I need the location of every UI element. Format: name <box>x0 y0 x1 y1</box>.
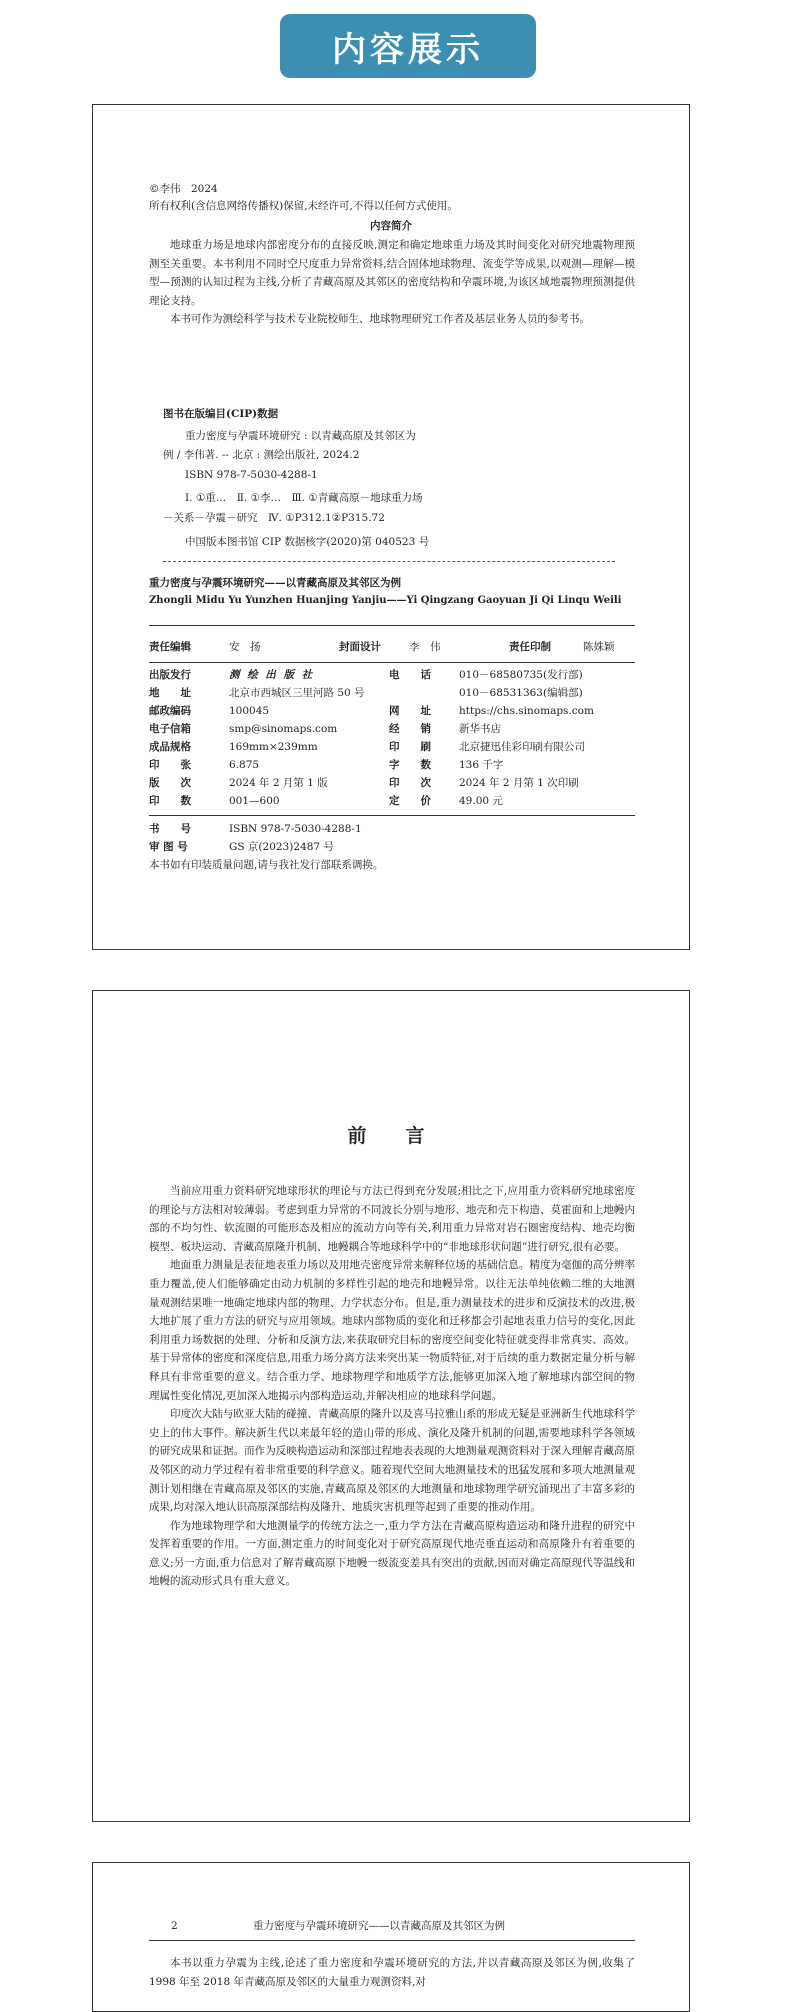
print-manager-value: 陈姝颖 <box>583 641 615 653</box>
publisher-logo-text: 测 绘 出 版 社 <box>229 669 315 681</box>
divider <box>149 1940 635 1941</box>
quality-notice: 本书如有印装质量问题,请与我社发行部联系调换。 <box>149 859 384 871</box>
divider <box>163 561 615 562</box>
page-number: 2 <box>171 1920 178 1932</box>
preface-paragraph: 作为地球物理学和大地测量学的传统方法之一,重力学方法在青藏高原构造运动和隆升进程的研究中发挥着重要的作用。一方面,测定重力的时间变化对于研究高原现代地壳垂直运动和高原隆升有着重要的意义;另一方面,重力信息对了解青藏高原下地幔一级流变差具有突出的贡献,因而对确定高原现代等温线和地幔的流动形式具有重大意义。 <box>149 1519 635 1588</box>
cip-isbn: ISBN 978-7-5030-4288-1 <box>185 469 318 481</box>
address-label: 地 址 <box>149 687 191 699</box>
postcode-value: 100045 <box>229 705 270 717</box>
cip-line: Ⅰ. ①重… Ⅱ. ①李… Ⅲ. ①青藏高原－地球重力场 <box>185 492 423 504</box>
isbn-label: 书 号 <box>149 823 191 835</box>
page-body <box>149 1954 635 1991</box>
size-label: 成品规格 <box>149 741 191 753</box>
copyright-page <box>92 104 690 950</box>
address-value: 北京市西城区三里河路 50 号 <box>229 687 365 699</box>
edition-value: 2024 年 2 月第 1 版 <box>229 777 328 789</box>
printer-label: 印 刷 <box>389 741 431 753</box>
printing-value: 2024 年 2 月第 1 次印刷 <box>459 777 579 789</box>
publisher-label: 出版发行 <box>149 669 191 681</box>
printer-value: 北京捷迅佳彩印刷有限公司 <box>459 741 585 753</box>
cover-design-label: 封面设计 <box>339 641 381 653</box>
intro-paragraph: 地球重力场是地球内部密度分布的直接反映,测定和确定地球重力场及其时间变化对研究地震物理预测至关重要。本书利用不同时空尺度重力异常资料,结合固体地球物理、流变学等成果,以观测—理解—模型—预测的认知过程为主线,分析了青藏高原及其邻区的密度结构和孕震环境,为该区域地震物理预测提供理论支持。 <box>149 239 635 307</box>
website-value: https://chs.sinomaps.com <box>459 705 594 717</box>
rights-statement: 所有权利(含信息网络传播权)保留,未经许可,不得以任何方式使用。 <box>149 200 458 212</box>
price-value: 49.00 元 <box>459 795 503 807</box>
distributor-label: 经 销 <box>389 723 431 735</box>
printing-label: 印 次 <box>389 777 431 789</box>
email-value: smp@sinomaps.com <box>229 723 338 735</box>
book-title-cn: 重力密度与孕震环境研究——以青藏高原及其邻区为例 <box>149 577 401 589</box>
preface-paragraph: 当前应用重力资料研究地球形状的理论与方法已得到充分发展;相比之下,应用重力资料研究地球密度的理论与方法相对较薄弱。考虑到重力异常的不同波长分别与地形、地壳和壳下构造、莫霍面和上地幔内部的不均匀性、软流圈的可能形态及相应的流动方向等有关,利用重力异常对岩石圈密度结构、地壳均衡模型、板块运动、青藏高原隆升机制、地幔耦合等地球科学中的“非地球形状问题”进行研究,很有必要。 <box>149 1185 635 1253</box>
divider <box>149 815 635 816</box>
cip-line: 重力密度与孕震环境研究 : 以青藏高原及其邻区为 <box>185 430 416 442</box>
cip-record: 中国版本图书馆 CIP 数据核字(2020)第 040523 号 <box>185 536 430 548</box>
word-count-label: 字 数 <box>389 759 431 771</box>
copyright-line: ©李伟 2024 <box>149 183 218 195</box>
print-manager-label: 责任印制 <box>509 641 551 653</box>
preface-body <box>149 1182 635 1591</box>
distributor-value: 新华书店 <box>459 723 501 735</box>
intro-text <box>149 236 635 329</box>
content-page <box>92 1862 690 2012</box>
editor-value: 安 扬 <box>229 641 261 653</box>
editor-label: 责任编辑 <box>149 641 191 653</box>
cip-line: 例 / 李伟著. -- 北京 : 测绘出版社, 2024.2 <box>163 449 360 461</box>
isbn-value: ISBN 978-7-5030-4288-1 <box>229 823 362 835</box>
cip-heading: 图书在版编目(CIP)数据 <box>163 408 279 420</box>
cip-line: －关系－孕震－研究 Ⅳ. ①P312.1②P315.72 <box>163 512 385 524</box>
postcode-label: 邮政编码 <box>149 705 191 717</box>
phone-value: 010－68580735(发行部) <box>459 669 583 681</box>
divider <box>149 662 635 663</box>
preface-page <box>92 990 690 1822</box>
divider <box>149 625 635 626</box>
body-paragraph: 本书以重力孕震为主线,论述了重力密度和孕震环境研究的方法,并以青藏高原及邻区为例,收集了 1998 年至 2018 年青藏高原及邻区的大量重力观测资料,对 <box>149 1957 635 1988</box>
website-label: 网 址 <box>389 705 431 717</box>
book-title-pinyin: Zhongli Midu Yu Yunzhen Huanjing Yanjiu——Yi Qingzang Gaoyuan Ji Qi Linqu Weili <box>149 595 622 606</box>
copies-value: 001—600 <box>229 795 280 807</box>
edition-label: 版 次 <box>149 777 191 789</box>
size-value: 169mm×239mm <box>229 741 318 753</box>
word-count-value: 136 千字 <box>459 759 504 771</box>
preface-title: 前 言 <box>347 1125 435 1147</box>
preface-paragraph: 地面重力测量是表征地表重力场以及用地壳密度异常来解释位场的基础信息。精度为毫伽的高分辨率重力覆盖,使人们能够确定由动力机制的多样性引起的地壳和地幔异常。以往无法单纯依赖二维的大地测量观测结果唯一地确定地球内部的物理、力学状态分布。但是,重力测量技术的进步和反演技术的改进,极大地扩展了重力方法的研究与应用领域。地球内部物质的变化和迁移都会引起地表重力信号的变化,因此利用重力场数据的处理、分析和反演方法,来获取研究目标的密度空间变化特征就变得非常真实、高效。基于异常体的密度和深度信息,用重力场分离方法来突出某一物质特征,对于后续的重力数据定量分析与解释具有非常重要的意义。结合重力学、地球物理学和地质学方法,能够更加深入地了解地球内部空间的物理属性变化情况,更加深入地揭示内部构造运动,并解决相应的地球科学问题。 <box>149 1259 635 1402</box>
cover-design-value: 李 伟 <box>409 641 441 653</box>
price-label: 定 价 <box>389 795 431 807</box>
phone-value: 010－68531363(编辑部) <box>459 687 583 699</box>
preface-paragraph: 印度次大陆与欧亚大陆的碰撞、青藏高原的隆升以及喜马拉雅山系的形成无疑是亚洲新生代地球科学史上的伟大事件。解决新生代以来最年轻的造山带的形成、演化及隆升机制的问题,需要地球科学各领域的研究成果和证据。而作为反映构造运动和深部过程地表表现的大地测量观测资料对于深入理解青藏高原及邻区的动力学过程有着非常重要的科学意义。随着现代空间大地测量技术的迅猛发展和多项大地测量观测计划相继在青藏高原及邻区的实施,青藏高原及邻区的大地测量和地球物理学研究涌现出了丰富多彩的成果,均对深入地认识高原深部结构及隆升、地质灾害机理等起到了重要的推动作用。 <box>149 1408 635 1514</box>
intro-paragraph: 本书可作为测绘科学与技术专业院校师生、地球物理研究工作者及基层业务人员的参考书。 <box>170 313 590 326</box>
map-review-label: 审 图 号 <box>149 841 188 853</box>
intro-heading: 内容简介 <box>370 220 412 232</box>
copies-label: 印 数 <box>149 795 191 807</box>
sheets-value: 6.875 <box>229 759 260 771</box>
email-label: 电子信箱 <box>149 723 191 735</box>
map-review-value: GS 京(2023)2487 号 <box>229 841 334 853</box>
phone-label: 电 话 <box>389 669 431 681</box>
section-banner: 内容展示 <box>280 14 536 78</box>
running-head: 重力密度与孕震环境研究——以青藏高原及其邻区为例 <box>253 1920 505 1932</box>
sheets-label: 印 张 <box>149 759 191 771</box>
